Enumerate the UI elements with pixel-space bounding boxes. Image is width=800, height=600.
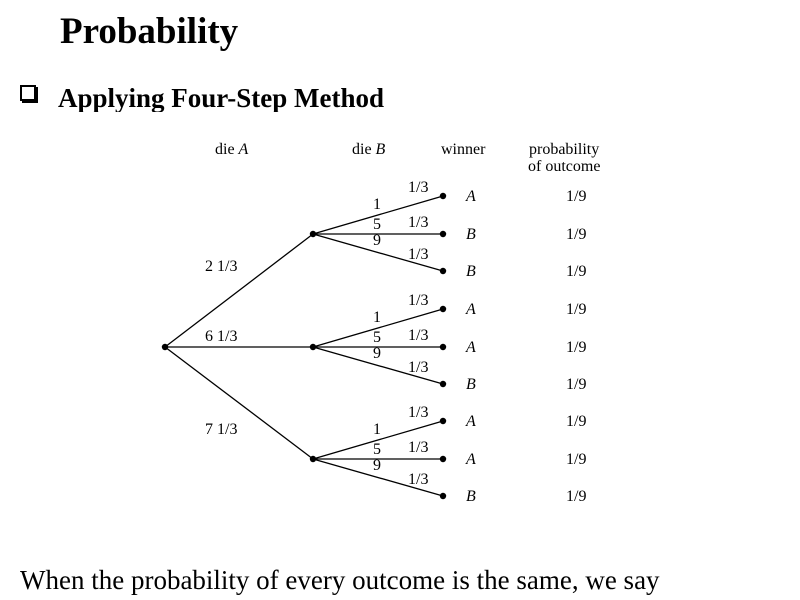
label-die-b-prob: 1/3 xyxy=(408,439,429,456)
outcome-probability: 1/9 xyxy=(566,376,587,393)
label-die-b-prob: 1/3 xyxy=(408,471,429,488)
outcome-winner: A xyxy=(466,188,476,205)
outcome-probability: 1/9 xyxy=(566,226,587,243)
header-die-a: die A xyxy=(215,141,249,158)
header-die-b: die B xyxy=(352,141,386,158)
header-probability: probability xyxy=(529,141,600,158)
label-die-b-prob: 1/3 xyxy=(408,327,429,344)
outcome-winner: B xyxy=(466,226,476,243)
tree-leaf-node xyxy=(440,418,446,424)
outcome-winner: B xyxy=(466,263,476,280)
header-of-outcome: of outcome xyxy=(528,158,601,175)
label-die-a-7: 7 1/3 xyxy=(205,421,238,438)
outcome-winner: A xyxy=(466,413,476,430)
header-winner: winner xyxy=(441,141,486,158)
outcome-winner: B xyxy=(466,376,476,393)
branch-die-a-7 xyxy=(165,347,313,459)
label-die-b-value: 5 xyxy=(373,329,381,346)
footer-text: When the probability of every outcome is the same, we say xyxy=(20,565,660,595)
tree-node-die-a-6 xyxy=(310,344,316,350)
label-die-b-value: 9 xyxy=(373,345,381,362)
outcome-probability: 1/9 xyxy=(566,451,587,468)
tree-leaf-node xyxy=(440,344,446,350)
tree-root-node xyxy=(162,344,168,350)
tree-edges xyxy=(165,196,443,496)
outcome-probability: 1/9 xyxy=(566,339,587,356)
bullet-text: Applying Four-Step Method xyxy=(58,83,385,112)
outcome-probability: 1/9 xyxy=(566,488,587,505)
label-die-a-6: 6 1/3 xyxy=(205,328,238,345)
label-die-b-value: 1 xyxy=(373,421,381,438)
tree-labels xyxy=(205,179,586,505)
tree-leaf-node xyxy=(440,381,446,387)
outcome-probability: 1/9 xyxy=(566,301,587,318)
label-die-b-value: 1 xyxy=(373,196,381,213)
label-die-b-value: 5 xyxy=(373,441,381,458)
label-die-b-prob: 1/3 xyxy=(408,292,429,309)
tree-leaf-node xyxy=(440,231,446,237)
tree-leaf-node xyxy=(440,493,446,499)
label-die-b-value: 9 xyxy=(373,232,381,249)
outcome-winner: A xyxy=(466,301,476,318)
tree-headers xyxy=(215,141,600,175)
tree-leaf-node xyxy=(440,306,446,312)
label-die-b-value: 1 xyxy=(373,309,381,326)
tree-node-die-a-2 xyxy=(310,231,316,237)
tree-node-die-a-7 xyxy=(310,456,316,462)
label-die-b-prob: 1/3 xyxy=(408,214,429,231)
label-die-b-value: 9 xyxy=(373,457,381,474)
label-die-b-prob: 1/3 xyxy=(408,404,429,421)
label-die-b-value: 5 xyxy=(373,216,381,233)
label-die-a-2: 2 1/3 xyxy=(205,258,238,275)
outcome-winner: B xyxy=(466,488,476,505)
label-die-b-prob: 1/3 xyxy=(408,359,429,376)
label-die-b-prob: 1/3 xyxy=(408,179,429,196)
label-die-b-prob: 1/3 xyxy=(408,246,429,263)
slide-title: Probability xyxy=(60,11,239,52)
outcome-probability: 1/9 xyxy=(566,413,587,430)
branch-die-a-2 xyxy=(165,234,313,347)
outcome-winner: A xyxy=(466,451,476,468)
outcome-probability: 1/9 xyxy=(566,188,587,205)
tree-leaf-node xyxy=(440,193,446,199)
outcome-winner: A xyxy=(466,339,476,356)
tree-nodes xyxy=(162,193,446,499)
tree-leaf-node xyxy=(440,456,446,462)
tree-leaf-node xyxy=(440,268,446,274)
outcome-probability: 1/9 xyxy=(566,263,587,280)
